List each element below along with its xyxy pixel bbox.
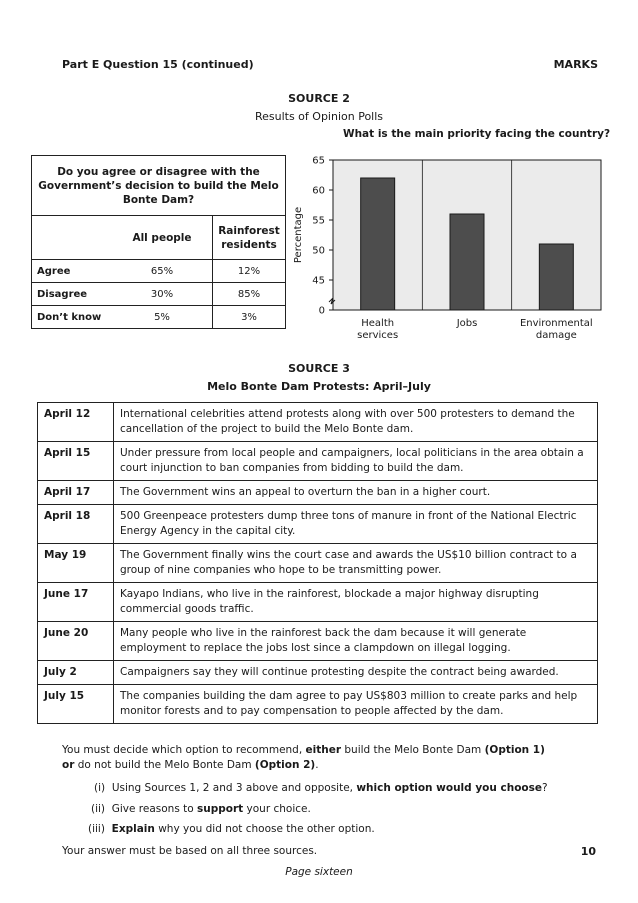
table-row	[38, 481, 598, 505]
event-text: Campaigners say they will continue protesting despite the contract being awarded.	[114, 661, 598, 685]
instruction-text: do not build the Melo Bonte Dam	[74, 759, 255, 771]
marks-value: 10	[580, 845, 596, 858]
task-text: Using Sources 1, 2 and 3 above and opposite,	[111, 782, 357, 794]
task-text: why you did not choose the other option.	[154, 823, 375, 835]
protests-table	[37, 402, 598, 724]
event-text: Many people who live in the rainforest back the dam because it will generate employment to replace the jobs lost since a clampdown on illegal logging.	[114, 622, 598, 661]
instruction-line-2	[62, 758, 319, 773]
table-row	[38, 622, 598, 661]
event-date: July 2	[38, 661, 114, 685]
event-date: June 17	[38, 583, 114, 622]
poll-corner-cell	[32, 216, 113, 260]
poll-row-label: Disagree	[32, 283, 113, 306]
event-text: International celebrities attend protests along with over 500 protesters to demand the cancellation of the project to build the Melo Bonte dam.	[114, 403, 598, 442]
table-row	[38, 583, 598, 622]
instruction-text: .	[315, 759, 319, 771]
table-row	[38, 505, 598, 544]
poll-row	[32, 306, 286, 329]
event-text: The Government finally wins the court case and awards the US$10 billion contract to a group of nine companies who hope to be transmitting power.	[114, 544, 598, 583]
instruction-line-1	[62, 743, 545, 758]
bar	[450, 214, 484, 310]
priority-bar-chart	[285, 145, 605, 350]
page-number: Page sixteen	[285, 866, 353, 878]
y-tick-label: 55	[312, 215, 325, 227]
poll-row-label: Don’t know	[32, 306, 113, 329]
option-2-label: (Option 2)	[254, 759, 316, 771]
task-emphasis: which option would you choose	[356, 782, 543, 794]
task-item-1	[94, 782, 548, 794]
task-emphasis: support	[197, 803, 244, 815]
task-number: (i)	[94, 782, 106, 794]
event-date: April 17	[38, 481, 114, 505]
instruction-text: build the Melo Bonte Dam	[341, 744, 485, 756]
table-row	[38, 544, 598, 583]
event-date: April 18	[38, 505, 114, 544]
event-text: Kayapo Indians, who live in the rainforest, blockade a major highway disrupting commercial goods traffic.	[114, 583, 598, 622]
poll-value-rainforest: 85%	[213, 283, 286, 306]
x-tick-label: Jobs	[456, 318, 478, 329]
event-date: April 12	[38, 403, 114, 442]
poll-value-all: 30%	[112, 283, 213, 306]
source2-subtitle: Results of Opinion Polls	[254, 110, 384, 123]
sources-note: Your answer must be based on all three sources.	[62, 845, 318, 857]
poll-row-label: Agree	[32, 260, 113, 283]
poll-value-all: 65%	[112, 260, 213, 283]
table-row	[38, 685, 598, 724]
y-tick-label: 65	[312, 155, 325, 167]
table-row	[38, 442, 598, 481]
event-date: June 20	[38, 622, 114, 661]
task-text: ?	[542, 782, 548, 794]
table-row	[38, 403, 598, 442]
event-text: The companies building the dam agree to pay US$803 million to create parks and help monitor forests and to pay compensation to people affected by the dam.	[114, 685, 598, 724]
task-number: (iii)	[88, 823, 105, 835]
poll-value-rainforest: 3%	[213, 306, 286, 329]
poll-question: Do you agree or disagree with the Government’s decision to build the Melo Bonte Dam?	[32, 156, 286, 216]
chart-title: What is the main priority facing the country?	[343, 128, 611, 140]
poll-value-rainforest: 12%	[213, 260, 286, 283]
poll-row	[32, 283, 286, 306]
event-date: July 15	[38, 685, 114, 724]
marks-header: MARKS	[553, 58, 598, 71]
question-header: Part E Question 15 (continued)	[62, 58, 254, 71]
instruction-emphasis: or	[62, 759, 75, 771]
event-date: April 15	[38, 442, 114, 481]
x-tick-label: Environmental damage	[519, 318, 593, 341]
task-text: your choice.	[243, 803, 311, 815]
source3-subtitle: Melo Bonte Dam Protests: April–July	[207, 380, 431, 393]
event-text: The Government wins an appeal to overturn the ban in a higher court.	[114, 481, 598, 505]
instruction-emphasis: either	[305, 744, 342, 756]
y-tick-label: 60	[312, 185, 325, 197]
opinion-poll-table	[31, 155, 286, 329]
source2-title: SOURCE 2	[288, 92, 350, 105]
event-date: May 19	[38, 544, 114, 583]
source3-title: SOURCE 3	[288, 362, 350, 375]
event-text: Under pressure from local people and campaigners, local politicians in the area obtain a court injunction to ban companies from bidding to build the dam.	[114, 442, 598, 481]
y-tick-label: 0	[318, 305, 325, 317]
bar	[539, 244, 573, 310]
option-1-label: (Option 1)	[484, 744, 545, 756]
poll-col-all: All people	[112, 216, 213, 260]
y-tick-label: 50	[312, 245, 325, 257]
bar	[361, 178, 395, 310]
task-item-2	[91, 803, 311, 815]
y-tick-label: 45	[312, 275, 325, 287]
x-tick-label: Health services	[357, 318, 399, 341]
task-text: Give reasons to	[111, 803, 198, 815]
table-row	[38, 661, 598, 685]
task-emphasis: Explain	[111, 823, 155, 835]
instruction-text: You must decide which option to recommend,	[62, 744, 306, 756]
poll-row	[32, 260, 286, 283]
task-number: (ii)	[91, 803, 106, 815]
task-item-3	[88, 823, 375, 835]
poll-col-rainforest: Rainforest residents	[213, 216, 286, 260]
event-text: 500 Greenpeace protesters dump three tons of manure in front of the National Electric Energy Agency in the capital city.	[114, 505, 598, 544]
poll-value-all: 5%	[112, 306, 213, 329]
y-axis-label: Percentage	[293, 206, 304, 264]
